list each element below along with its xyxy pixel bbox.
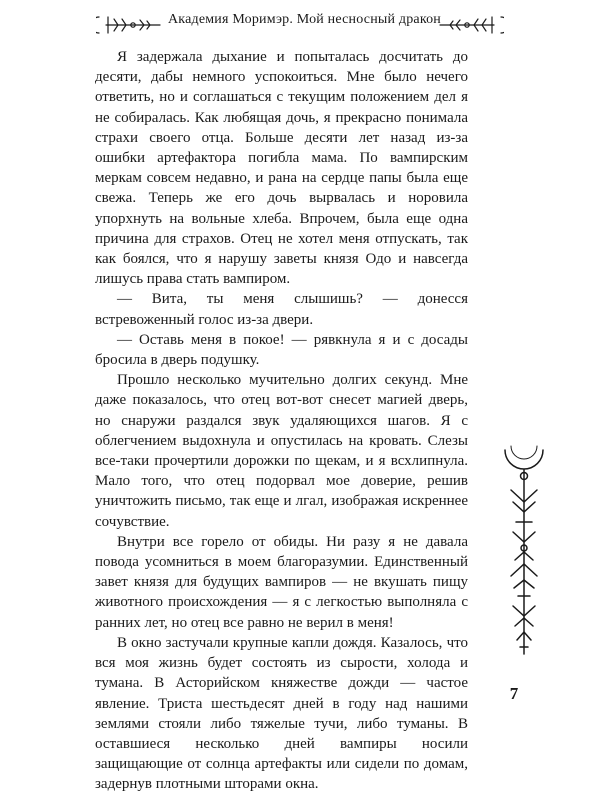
right-header-ornament-icon [438, 14, 504, 36]
left-header-ornament-icon [96, 14, 162, 36]
paragraph: Я задержала дыхание и попыталась досчитать до десяти, дабы немного успокоиться. Мне было нечего ответить, но и соглашаться с текущим положением дел я не собиралась. Как любящая дочь, я прекрасно понимала страхи своего отца. Больше десяти лет назад из-за ошибки артефактора погибла мама. По вампирским меркам совсем недавно, и рана на сердце папы была еще свежа. Теперь же его дочь вырвалась и норовила упорхнуть на вольные хлеба. Впрочем, была еще одна причина для страхов. Отец не хотел меня отпускать, так как боялся, что я нарушу заветы князя Одо и навсегда лишусь права стать вампиром. [95, 49, 468, 288]
running-header [0, 0, 600, 36]
paragraph: В окно застучали крупные капли дождя. Казалось, что вся моя жизнь будет состоять из сырости, холода и тумана. В Асторийском княжестве дожди — частое явление. Триста шестьдесят дней в году над нашими землями стояли либо тяжелые тучи, либо туманы. В оставшиеся несколько дней вампиры носили защищающие от солнца артефакты или сидели по домам, задернув плотными шторами окна. [95, 634, 468, 793]
body-text [95, 47, 468, 795]
page-number: 7 [509, 684, 519, 703]
paragraph: — Вита, ты меня слышишь? — донесся встревоженный голос из-за двери. [95, 291, 468, 328]
side-rune-ornament-icon [497, 440, 551, 660]
paragraph: Прошло несколько мучительно долгих секунд. Мне даже показалось, что отец вот-вот снесет магией дверь, но снаружи раздался звук удаляющихся шагов. Я с облегчением выдохнула и опустилась на кровать. Слезы все-таки прочертили дорожки по щекам, и я всхлипнула. Мало того, что отец подорвал мое доверие, решив уничтожить письмо, так еще и лгал, изображая искреннее сочувствие. [95, 372, 468, 530]
paragraph: — Оставь меня в покое! — рявкнула я и с досады бросила в дверь подушку. [95, 331, 468, 369]
header-title: Академия Моримэр. Мой несносный дракон [168, 12, 441, 27]
paragraph: Внутри все горело от обиды. Ни разу я не давала повода усомниться в моем благоразумии. Единственный завет князя для будущих вампиров — не вкушать пищу животного происхождения — я с легкостью выполняла с ранних лет, но отец все равно не верил в меня! [95, 533, 468, 631]
